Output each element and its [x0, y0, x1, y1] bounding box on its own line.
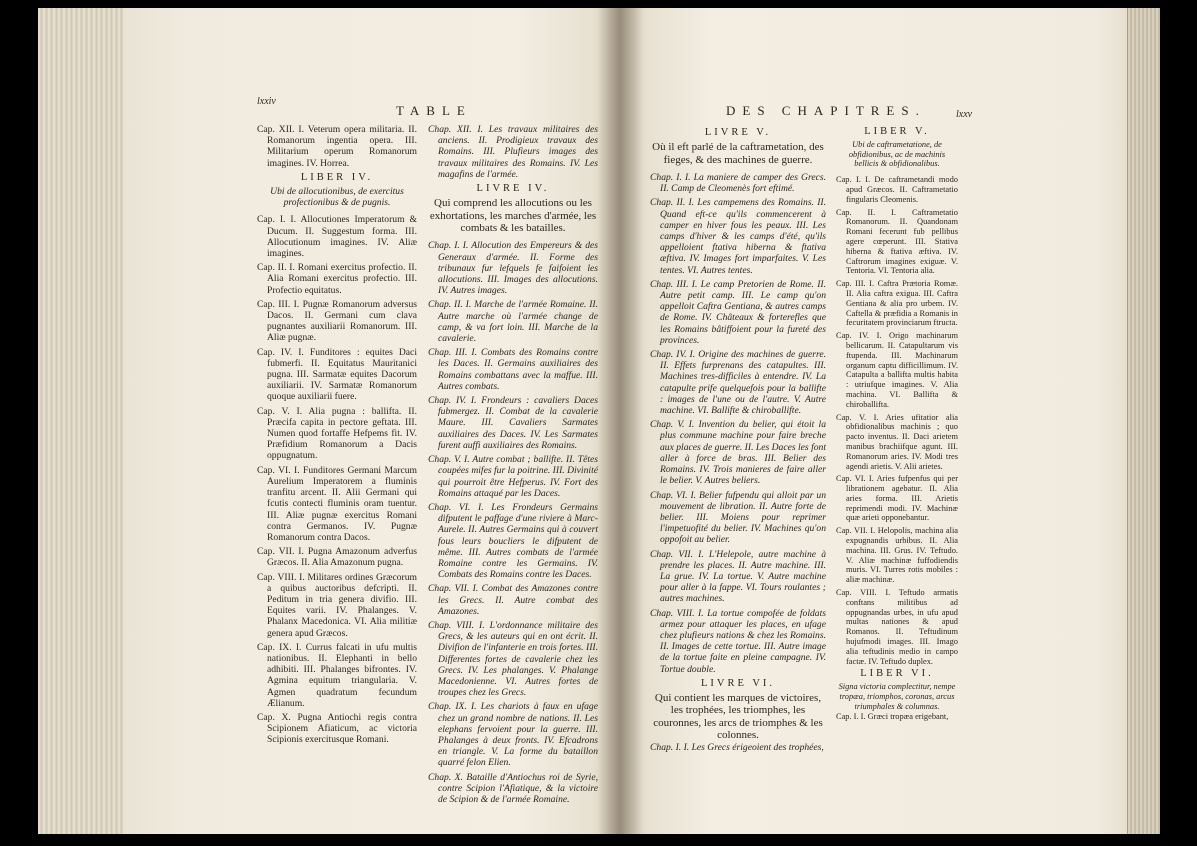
french-entry: Chap. III. I. Combats des Romains contre les Daces. II. Germains auxiliaires des Romains combattans avec la maffue. III. Autres combats.	[428, 347, 598, 392]
french-entry: Chap. IX. I. Les chariots à faux en ufage chez un grand nombre de nations. II. Les elephans fervoient pour la guerre. III. Phalanges à deux fronts. IV. Efcadrons en triangle. V. La forme du bataillon quarré felon Elien.	[428, 701, 598, 769]
book-intro: Signa victoria complectitur, nempe tropæa, triomphos, coronas, arcus triumphales & columnas.	[838, 682, 956, 711]
right-column-latin	[836, 124, 958, 724]
latin-entry: Cap. III. I. Caftra Prætoria Romæ. II. Alia caftra exigua. III. Caftra Gentiana & alia pro urbem. IV. Caftella & præfidia a Romanis in fecuritatem provinciarum ftructa.	[836, 279, 958, 328]
latin-entry: Cap. II. I. Romani exercitus profectio. II. Alia Romani exercitus profectio. III. Profectio equitatus.	[257, 262, 417, 296]
french-entry: Chap. VII. I. L'Helepole, autre machine à prendre les places. II. Autre machine. III. La grue. IV. La tortue. V. Autre machine pour aller à la fappe. VI. Tours roulantes ; autres machines.	[650, 548, 826, 605]
book-title: LIBER IV.	[300, 171, 374, 183]
french-entry: Chap. I. I. La maniere de camper des Grecs. II. Camp de Cleomenès fort eftimé.	[650, 172, 826, 195]
latin-entry: Cap. X. Pugna Antiochi regis contra Scipionem Afiaticum, ac victoria Scipionis exercitusque Romani.	[257, 711, 417, 746]
french-entry: Chap. VII. I. Combat des Amazones contre les Grecs. II. Autre combat des Amazones.	[428, 583, 598, 617]
french-entry: Chap. II. I. Marche de l'armée Romaine. II. Autre marche où l'armée change de camp, & va fort loin. III. Marche de la cavalerie.	[428, 299, 598, 345]
latin-entry: Cap. I. I. Græci tropæa erigebant,	[836, 711, 949, 721]
french-entry: Chap. IV. I. Frondeurs : cavaliers Daces fubmergez. II. Combat de la cavalerie Maure. III. Cavaliers Sarmates auxiliaires des Daces. IV. Les Sarmates furent auffi auxiliaires des Romains.	[428, 395, 598, 451]
latin-entry: Cap. VI. I. Aries fufpenfus qui per librationem agebatur. II. Alia aries forma. III. Arietis reprimendi modi. IV. Machinæ quæ arieti opponebantur.	[836, 474, 958, 523]
latin-entry: Cap. VIII. I. Militares ordines Græcorum a quibus auctoribus defcripti. II. Peditum in tria genera divifio. III. Equites varii. IV. Phalanges. V. Phalanx Macedonica. VI. Alia militiæ genera apud Græcos.	[257, 571, 417, 639]
right-running-header: DES CHAPITRES.	[726, 103, 926, 118]
book-title: LIVRE IV.	[476, 183, 550, 195]
book-gutter	[598, 8, 643, 834]
latin-entry: Cap. I. I. Allocutiones Imperatorum & Ducum. II. Suggestum forma. III. Allocutionum imagines. IV. Aliæ imagines.	[257, 214, 417, 260]
french-entry: Chap. VIII. I. La tortue compofée de foldats armez pour attaquer les places, en ufage chez plufieurs nations & chez les Romains. II. Images de cette tortue. III. Autre image de la tortue faite en pleine campagne. IV. Tortue double.	[650, 607, 826, 675]
french-entry: Chap. V. I. Autre combat ; ballifte. II. Têtes coupées mifes fur la poitrine. III. Divinité qui pourroit être Hefperus. IV. Fort des Romains attaqué par les Daces.	[428, 454, 598, 499]
book-intro: Ubi de allocutionibus, de exercitus profectionibus & de pugnis.	[270, 186, 404, 209]
book-title: LIBER VI.	[860, 668, 934, 680]
latin-entry: Cap. IV. I. Origo machinarum bellicarum. II. Catapultarum vis ftupenda. III. Machinarum organum captu difficillimum. IV. Catapulta a ballifta multis habita : utriufque imagines. V. Alia machina. VI. Ballifta & chiroballifta.	[836, 331, 958, 409]
latin-entry: Cap. I. I. De caftrametandi modo apud Græcos. II. Caftrametatio fingularis Cleomenis.	[836, 175, 958, 204]
french-entry: Chap. I. I. Allocution des Empereurs & des Generaux d'armée. II. Forme des tribunaux fur lefquels fe faifoient les allocutions. III. Images des allocutions. IV. Autres images.	[428, 240, 598, 297]
french-entry: Chap. XII. I. Les travaux militaires des anciens. II. Prodigieux travaux des Romains. III. Plufieurs images des travaux militaires des Romains. IV. Les magafins de l'armée.	[428, 124, 598, 180]
french-entry: Chap. VIII. I. L'ordonnance militaire des Grecs, & les auteurs qui en ont écrit. II. Divifion de l'infanterie en trois fortes. III. Differentes fortes de cavalerie chez les Grecs. IV. Les phalanges. V. Phalange Macedonienne. VI. Autres fortes de troupes chez les Grecs.	[428, 619, 598, 699]
latin-entry: Cap. VIII. I. Teftudo armatis conftans militibus ad oppugnandas urbes, in ufu apud multas nationes & apud Romanos. II. Teftudinum hujufmodi images. III. Imago alia teftudinis medio in campo factæ. IV. Teftudo duplex.	[836, 588, 958, 666]
latin-entry: Cap. II. I. Caftrametatio Romanorum. II. Quandonam Romani fecerunt fub pellibus agere cœperunt. III. Stativa hiberna & ftativa æftiva. IV. Caftrorum imagines exiguæ. V. Tentoria. VI. Tentoria alia.	[836, 207, 958, 276]
french-entry: Chap. II. I. Les campemens des Romains. II. Quand eft-ce qu'ils commencerent à camper en hiver fous les peaux. III. Les camps d'hiver & les camps d'été, qu'ils appelloient ftativa hiberna & ftativa æftiva. IV. Images fort imparfaites. V. Les tentes. VI. Autres tentes.	[650, 197, 826, 276]
french-entry: Chap. VI. I. Les Frondeurs Germains difputent le paffage d'une riviere à Marc-Aurele. II. Autres Germains qui à couvert fous leurs boucliers le difputent de même. III. Autres combats de l'armée Romaine contre les Germains. IV. Combats des Romains contre les Daces.	[428, 501, 598, 581]
book-title: LIVRE VI.	[700, 677, 776, 689]
latin-entry: Cap. VII. I. Pugna Amazonum adverfus Græcos. II. Alia Amazonum pugna.	[257, 546, 417, 569]
latin-entry: Cap. IV. I. Funditores : equites Daci fubmerfi. II. Equitatus Mauritanici pugna. III. Sarmatæ equites Dacorum auxiliarii. IV. Sarmatæ Romanorum quoque auxiliarii fuere.	[257, 346, 417, 403]
open-book	[38, 8, 1160, 834]
french-entry: Chap. IV. I. Origine des machines de guerre. II. Effets furprenans des catapultes. III. Machines tres-difficiles à entendre. IV. La catapulte prife quelquefois pour la ballifte : images de l'une ou de l'autre. V. Autre machine. VI. Ballifte & chiroballifte.	[650, 349, 826, 417]
book-intro: Ubi de caftrametatione, de obfidionibus, ac de machinis bellicis & obfidionalibus.	[848, 139, 946, 169]
left-running-header: TABLE	[396, 103, 472, 118]
left-column-latin	[257, 124, 417, 749]
left-page-edges	[38, 8, 123, 834]
latin-entry: Cap. III. I. Pugnæ Romanorum adversus Dacos. II. Germani cum clava pugnantes auxiliarii Romanorum. III. Aliæ pugnæ.	[257, 298, 417, 344]
right-column-french	[650, 124, 826, 756]
french-entry: Chap. I. I. Les Grecs érigeoient des trophées,	[650, 741, 824, 753]
right-page-edges	[1127, 8, 1160, 834]
left-page-number: lxxiv	[257, 96, 276, 107]
latin-entry: Cap. XII. I. Veterum opera militaria. II. Romanorum ingentia opera. III. Militarium operum Romanorum imagines. IV. Horrea.	[257, 124, 417, 169]
latin-entry: Cap. V. I. Aries ufitatior alia obfidionalibus machinis ; quo pacto inventus. II. Daci arietem manibus brachiifque agunt. III. Romanorum aries. IV. Modi tres agendi arietis. V. Alii arietes.	[836, 412, 958, 471]
left-column-french	[428, 124, 598, 808]
french-entry: Chap. VI. I. Belier fufpendu qui alloit par un mouvement de libration. II. Autre forte de belier. III. Moiens pour reprimer l'impetuofité du belier. IV. Machines qu'on oppofoit au belier.	[650, 489, 826, 546]
french-entry: Chap. V. I. Invention du belier, qui étoit la plus commune machine pour faire breche aux places de guerre. II. Les Daces les font aller à force de bras. III. Belier des Romains. IV. Trois manieres de faire aller le belier. V. Autres beliers.	[650, 419, 826, 487]
latin-entry: Cap. V. I. Alia pugna : ballifta. II. Præcifa capita in pectore geftata. III. Numen quod fortaffe Hefpems fit. IV. Præfidium Romanorum a Dacis oppugnatum.	[257, 405, 417, 462]
french-entry: Chap. X. Bataille d'Antiochus roi de Syrie, contre Scipion l'Afiatique, & la victoire de Scipion & de l'armée Romaine.	[428, 771, 598, 805]
book-title: LIBER V.	[864, 126, 930, 137]
french-entry: Chap. III. I. Le camp Pretorien de Rome. II. Autre petit camp. III. Le camp qu'on appelloit Caftra Gentiana, & autres camps de Rome. IV. Châteaux & forterefles que les Romains bâtiffoient pour la fureté des provinces.	[650, 278, 826, 346]
right-page-number: lxxv	[956, 109, 973, 120]
latin-entry: Cap. IX. I. Currus falcati in ufu multis nationibus. II. Elephanti in bello adhibiti. III. Phalanges bifrontes. IV. Agmina equitum triangularia. V. Agmen quadratum fecundum Ælianum.	[257, 641, 417, 709]
book-title: LIVRE V.	[704, 127, 772, 138]
right-page	[618, 8, 1160, 834]
left-page	[38, 8, 618, 834]
latin-entry: Cap. VI. I. Funditores Germani Marcum Aurelium Imperatorem a fluminis tranfitu arcent. II. Alii Germani qui fcutis contecti fluminis oram tuentur. III. Aliæ pugnæ exercitus Romani contra Germanos. IV. Pugnæ Romanorum contra Dacos.	[257, 464, 417, 543]
book-intro: Qui comprend les allocutions ou les exhortations, les marches d'armée, les combats & les batailles.	[429, 197, 597, 235]
book-intro: Où il eft parlé de la caftrametation, des fieges, & des machines de guerre.	[652, 141, 824, 166]
book-intro: Qui contient les marques de victoires, les trophées, les triomphes, les couronnes, les arcs de triomphes & les colonnes.	[653, 691, 823, 742]
latin-entry: Cap. VII. I. Helopolis, machina alia expugnandis urbibus. II. Alia machina. III. Grus. IV. Teftudo. V. Aliæ machinæ fuffodiendis muris. VI. Turres rotis mobiles : aliæ machinæ.	[836, 526, 958, 585]
